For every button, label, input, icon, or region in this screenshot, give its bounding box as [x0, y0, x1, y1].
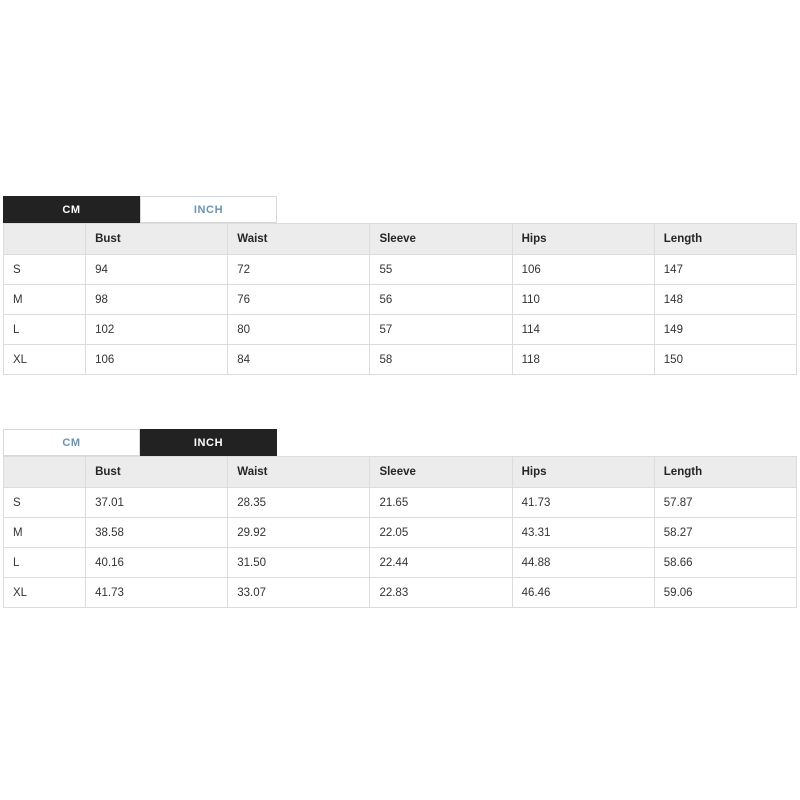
cell-sleeve: 56 [370, 285, 512, 315]
cell-size: M [4, 518, 86, 548]
cell-sleeve: 57 [370, 315, 512, 345]
cell-bust: 37.01 [86, 488, 228, 518]
cell-sleeve: 58 [370, 345, 512, 375]
cell-bust: 102 [86, 315, 228, 345]
cell-waist: 72 [228, 255, 370, 285]
cell-waist: 31.50 [228, 548, 370, 578]
cell-length: 149 [654, 315, 796, 345]
column-header-length: Length [654, 457, 796, 488]
tab-inch-label: INCH [193, 437, 224, 449]
cell-length: 57.87 [654, 488, 796, 518]
cell-sleeve: 22.05 [370, 518, 512, 548]
cell-size: XL [4, 578, 86, 608]
tab-cm-label: CM [62, 204, 81, 216]
cell-sleeve: 21.65 [370, 488, 512, 518]
column-header-waist: Waist [228, 457, 370, 488]
cell-waist: 76 [228, 285, 370, 315]
table-row [4, 488, 797, 518]
cell-length: 58.27 [654, 518, 796, 548]
cell-waist: 80 [228, 315, 370, 345]
table-row [4, 548, 797, 578]
column-header-sleeve: Sleeve [370, 457, 512, 488]
measurements-table-inch [3, 456, 797, 608]
tab-cm-label: CM [62, 437, 81, 449]
cell-bust: 106 [86, 345, 228, 375]
cell-sleeve: 55 [370, 255, 512, 285]
cell-bust: 40.16 [86, 548, 228, 578]
table-body [4, 488, 797, 608]
cell-length: 147 [654, 255, 796, 285]
cell-bust: 94 [86, 255, 228, 285]
measurements-table-cm [3, 223, 797, 375]
table-row [4, 255, 797, 285]
cell-hips: 106 [512, 255, 654, 285]
cell-hips: 43.31 [512, 518, 654, 548]
table-body [4, 255, 797, 375]
column-header-bust: Bust [86, 224, 228, 255]
column-header-hips: Hips [512, 457, 654, 488]
cell-length: 150 [654, 345, 796, 375]
cell-hips: 110 [512, 285, 654, 315]
column-header-bust: Bust [86, 457, 228, 488]
cell-hips: 118 [512, 345, 654, 375]
cell-hips: 46.46 [512, 578, 654, 608]
cell-length: 148 [654, 285, 796, 315]
cell-sleeve: 22.44 [370, 548, 512, 578]
cell-waist: 33.07 [228, 578, 370, 608]
table-row [4, 285, 797, 315]
cell-hips: 114 [512, 315, 654, 345]
table-head [4, 224, 797, 255]
table-row [4, 578, 797, 608]
table-row [4, 345, 797, 375]
cell-bust: 38.58 [86, 518, 228, 548]
tab-inch[interactable] [140, 429, 277, 456]
column-header-size [4, 224, 86, 255]
cell-length: 59.06 [654, 578, 796, 608]
table-row [4, 518, 797, 548]
unit-tabs-inch [3, 429, 275, 456]
column-header-size [4, 457, 86, 488]
tab-inch[interactable] [140, 196, 277, 223]
cell-bust: 41.73 [86, 578, 228, 608]
tab-cm[interactable] [3, 196, 140, 223]
cell-waist: 29.92 [228, 518, 370, 548]
column-header-length: Length [654, 224, 796, 255]
cell-size: S [4, 488, 86, 518]
cell-size: M [4, 285, 86, 315]
cell-hips: 44.88 [512, 548, 654, 578]
table-head [4, 457, 797, 488]
tab-inch-label: INCH [193, 204, 224, 216]
cell-hips: 41.73 [512, 488, 654, 518]
table-header-row [4, 224, 797, 255]
size-chart-cm [3, 196, 797, 375]
tab-cm[interactable] [3, 429, 140, 456]
cell-sleeve: 22.83 [370, 578, 512, 608]
column-header-hips: Hips [512, 224, 654, 255]
unit-tabs-cm [3, 196, 275, 223]
cell-size: S [4, 255, 86, 285]
table-header-row [4, 457, 797, 488]
size-chart-inch [3, 429, 797, 608]
column-header-waist: Waist [228, 224, 370, 255]
cell-size: L [4, 315, 86, 345]
cell-size: XL [4, 345, 86, 375]
table-row [4, 315, 797, 345]
cell-waist: 84 [228, 345, 370, 375]
cell-size: L [4, 548, 86, 578]
cell-bust: 98 [86, 285, 228, 315]
column-header-sleeve: Sleeve [370, 224, 512, 255]
cell-waist: 28.35 [228, 488, 370, 518]
cell-length: 58.66 [654, 548, 796, 578]
